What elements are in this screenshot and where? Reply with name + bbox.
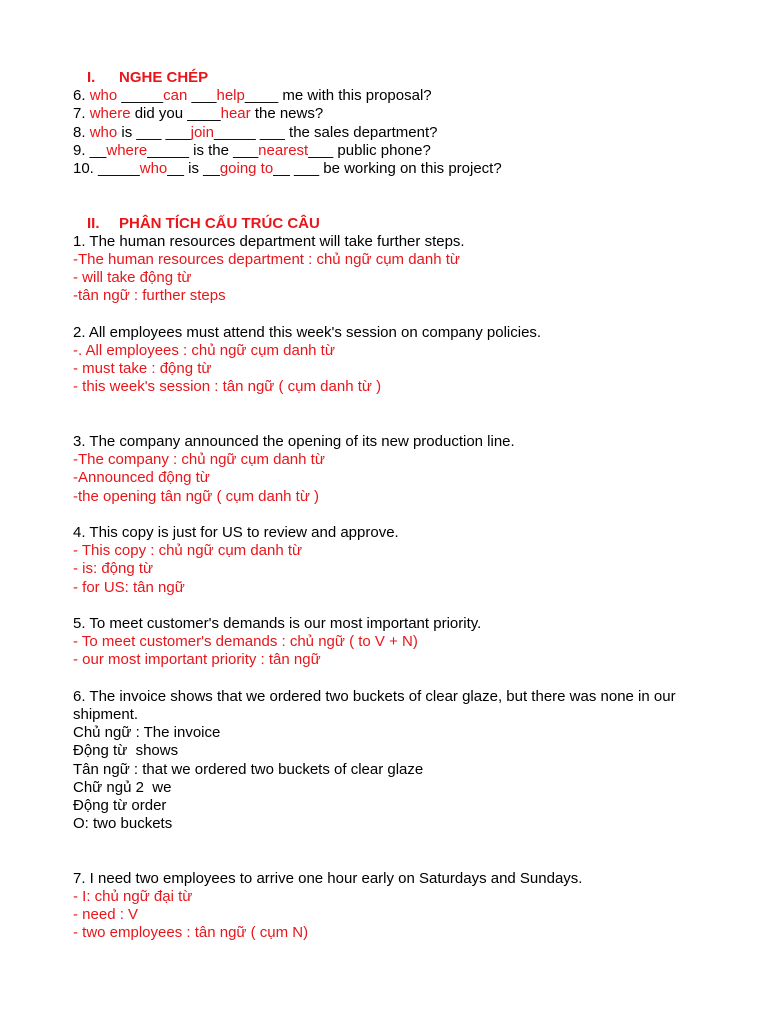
prompt-text: 10. _____: [73, 160, 140, 178]
analysis-sentence: 2. All employees must attend this week's session on company policies.: [73, 323, 542, 341]
spacer: [73, 415, 693, 433]
analysis-note: -The human resources department : chủ ngữ cụm danh từ: [73, 251, 460, 268]
prompt-text: did you ____: [130, 105, 221, 123]
analysis-note: - To meet customer's demands : chủ ngữ ( to V + N): [73, 633, 418, 651]
answer-text: nearest: [258, 141, 309, 159]
answer-text: where: [106, 141, 148, 159]
prompt-text: ____ me with this proposal?: [244, 87, 432, 105]
analysis-sentence: 5. To meet customer's demands is our most important priority.: [73, 614, 482, 632]
spacer: [73, 178, 693, 196]
analysis-item: [73, 324, 693, 433]
answer-text: who: [89, 87, 118, 105]
section-1-number: I.: [87, 69, 96, 86]
analysis-note: - will take động từ: [73, 269, 192, 287]
analysis-note: - This copy : chủ ngữ cụm danh từ: [73, 542, 303, 560]
answer-text: join: [190, 123, 214, 141]
analysis-item: [73, 433, 693, 524]
spacer: [73, 506, 693, 524]
section-2-heading: [73, 215, 693, 233]
answer-text: who: [139, 160, 168, 178]
answer-text: can: [163, 87, 188, 105]
dictation-line: [73, 142, 693, 160]
prompt-text: _____ is the ___: [147, 141, 259, 159]
prompt-text: 7.: [73, 105, 90, 123]
section-1-heading: [73, 69, 693, 87]
answer-text: hear: [220, 105, 251, 123]
section-1-title: NGHE CHÉP: [119, 69, 209, 86]
prompt-text: _____ ___ the sales department?: [213, 123, 438, 141]
spacer: [73, 670, 693, 688]
analysis-note: Tân ngữ : that we ordered two buckets of clear glaze: [73, 760, 424, 778]
analysis-sentence: 4. This copy is just for US to review and approve.: [73, 523, 399, 541]
dictation-line: [73, 124, 693, 142]
analysis-note: - is: động từ: [73, 560, 154, 578]
analysis-note: - our most important priority : tân ngữ: [73, 651, 321, 669]
prompt-text: the news?: [250, 105, 324, 123]
analysis-note: -. All employees : chủ ngữ cụm danh từ: [73, 342, 335, 359]
analysis-note: Chủ ngữ : The invoice: [73, 724, 221, 742]
spacer: [73, 852, 693, 870]
analysis-note: -The company : chủ ngữ cụm danh từ: [73, 451, 325, 469]
analysis-note: -Announced động từ: [73, 469, 210, 487]
spacer: [73, 306, 693, 324]
answer-text: help: [216, 87, 245, 105]
analysis-sentence: 3. The company announced the opening of its new production line.: [73, 432, 515, 450]
analysis-item: [73, 233, 693, 324]
dictation-line: [73, 160, 693, 178]
spacer: [73, 196, 693, 214]
spacer: [73, 833, 693, 851]
analysis-note: - this week's session : tân ngữ ( cụm danh từ ): [73, 378, 382, 396]
analysis-item: [73, 870, 693, 943]
prompt-text: __ is __: [167, 160, 220, 178]
section-2-number: II.: [87, 214, 100, 232]
analysis-note: -tân ngữ : further steps: [73, 287, 226, 305]
analysis-note: - must take : động từ: [73, 360, 212, 378]
analysis-item: [73, 615, 693, 688]
prompt-text: 8.: [73, 123, 90, 141]
answer-text: going to: [219, 160, 274, 178]
sentence-analysis-list: [73, 233, 693, 943]
spacer: [73, 397, 693, 415]
prompt-text: 6.: [73, 87, 90, 105]
document-content: [73, 69, 693, 943]
dictation-line: [73, 87, 693, 105]
analysis-note: Động từ shows: [73, 742, 179, 760]
analysis-note: Động từ order: [73, 797, 167, 814]
spacer: [73, 597, 693, 615]
prompt-text: is ___ ___: [117, 123, 191, 141]
dictation-exercise-list: [73, 87, 693, 178]
prompt-text: __ ___ be working on this project?: [273, 160, 502, 178]
analysis-note: Chữ ngủ 2 we: [73, 778, 172, 796]
section-2-title: PHÂN TÍCH CẤU TRÚC CÂU: [119, 214, 320, 232]
analysis-note: - I: chủ ngữ đại từ: [73, 887, 193, 905]
dictation-line: [73, 105, 693, 123]
answer-text: who: [89, 123, 118, 141]
analysis-note: -the opening tân ngữ ( cụm danh từ ): [73, 487, 320, 505]
analysis-note: O: two buckets: [73, 815, 173, 833]
analysis-sentence: 6. The invoice shows that we ordered two buckets of clear glaze, but there was none in our shipment.: [73, 687, 676, 723]
analysis-item: [73, 524, 693, 615]
analysis-note: - for US: tân ngữ: [73, 578, 185, 596]
prompt-text: 9. __: [73, 141, 107, 159]
analysis-note: - need : V: [73, 906, 139, 924]
analysis-sentence: 1. The human resources department will take further steps.: [73, 232, 465, 250]
analysis-sentence: 7. I need two employees to arrive one hour early on Saturdays and Sundays.: [73, 869, 583, 887]
prompt-text: _____: [117, 87, 164, 105]
answer-text: where: [89, 105, 131, 123]
analysis-note: - two employees : tân ngữ ( cụm N): [73, 924, 309, 942]
prompt-text: ___: [187, 87, 217, 105]
analysis-item: [73, 688, 693, 870]
prompt-text: ___ public phone?: [308, 141, 431, 159]
